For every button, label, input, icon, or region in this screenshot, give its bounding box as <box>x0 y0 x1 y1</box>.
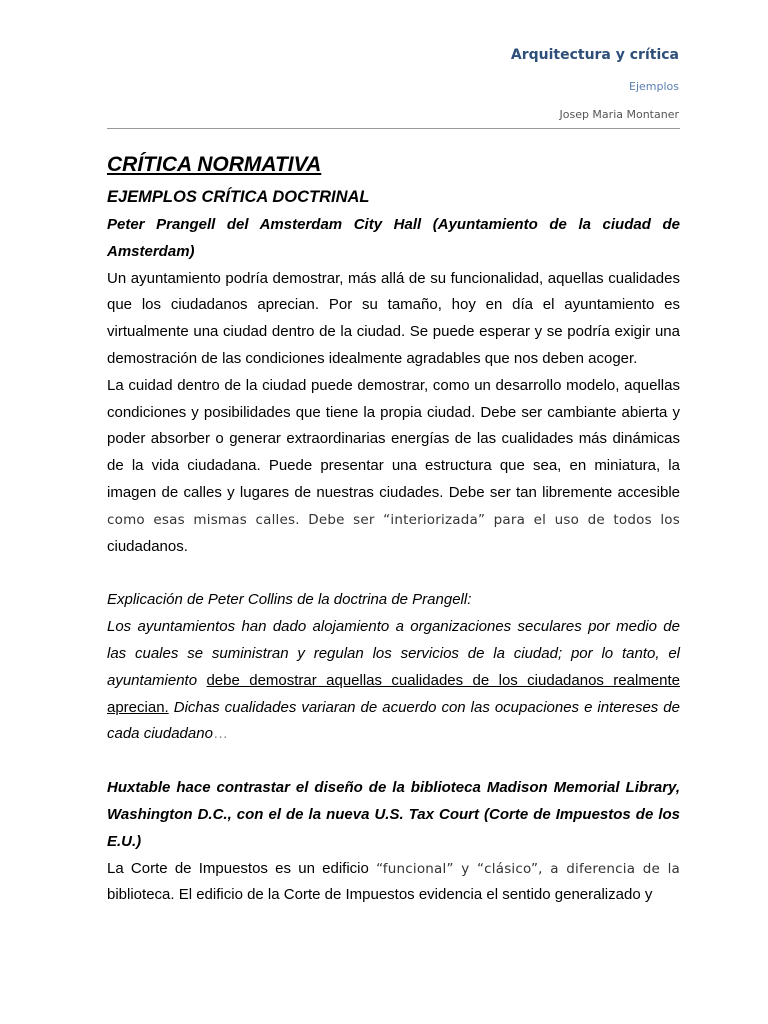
header-subtitle: Ejemplos <box>629 80 679 93</box>
paragraph-2-main: La cuidad dentro de la ciudad puede demostrar, como un desarrollo modelo, aquellas condiciones y posibilidades que tiene la propia ciudad. Debe ser cambiante abierta y poder absorber o generar extraordinarias energías de las cualidades más dinámicas de la vida ciudadana. Puede presentar una estructura que sea, en miniatura, la imagen de calles y lugares de nuestras ciudades. Debe ser tan libremente accesible <box>107 376 680 501</box>
collins-quote-b: Dichas cualidades variaran de acuerdo con las ocupaciones e intereses de cada ciudadano <box>107 698 680 743</box>
paragraph-1: Un ayuntamiento podría demostrar, más allá de su funcionalidad, aquellas cualidades que los ciudadanos aprecian. Por su tamaño, hoy en día el ayuntamiento es virtualmente una ciudad dentro de la ciudad. Se puede esperar y se podría exigir una demostración de las condiciones idealmente agradables que nos deben acoger. <box>107 269 680 367</box>
collins-ellipsis: … <box>212 725 228 743</box>
paragraph-3-a: La Corte de Impuestos es un edificio <box>107 859 369 877</box>
paragraph-3-quote: “funcional” y “clásico”, a diferencia de la <box>376 860 680 877</box>
collins-quote-a: Los ayuntamientos han dado alojamiento a organizaciones seculares por medio de las cuales se suministran y regulan los servicios de la ciudad; por lo tanto, el ayuntamiento <box>107 618 680 689</box>
header-divider <box>107 128 680 129</box>
example-1-title: Peter Prangell del Amsterdam City Hall (Ayuntamiento de la ciudad de Amsterdam) <box>107 216 680 260</box>
collins-quote <box>107 614 680 748</box>
collins-intro: Explicación de Peter Collins de la doctrina de Prangell: <box>107 591 472 609</box>
spacer <box>107 748 680 775</box>
section-heading: EJEMPLOS CRÍTICA DOCTRINAL <box>107 188 370 206</box>
header-author: Josep Maria Montaner <box>559 108 679 121</box>
paragraph-3-b: biblioteca. El edificio de la Corte de Impuestos evidencia el sentido generalizado y <box>107 886 653 904</box>
collins-underlined: debe demostrar aquellas cualidades de los ciudadanos realmente aprecian. <box>107 671 681 716</box>
header-title: Arquitectura y crítica <box>510 47 679 63</box>
paragraph-2-quote: como esas mismas calles. Debe ser “interiorizada” para el uso de todos los <box>107 511 680 528</box>
page-title: CRÍTICA NORMATIVA <box>107 153 322 176</box>
paragraph-2-end: ciudadanos. <box>107 537 188 555</box>
paragraph-2 <box>107 373 680 561</box>
spacer <box>107 560 680 587</box>
paragraph-3 <box>107 856 680 910</box>
example-2-title: Huxtable hace contrastar el diseño de la biblioteca Madison Memorial Library, Washington D.C., con el de la nueva U.S. Tax Court (Corte de Impuestos de los E.U.) <box>107 779 680 850</box>
document-body <box>107 148 680 909</box>
